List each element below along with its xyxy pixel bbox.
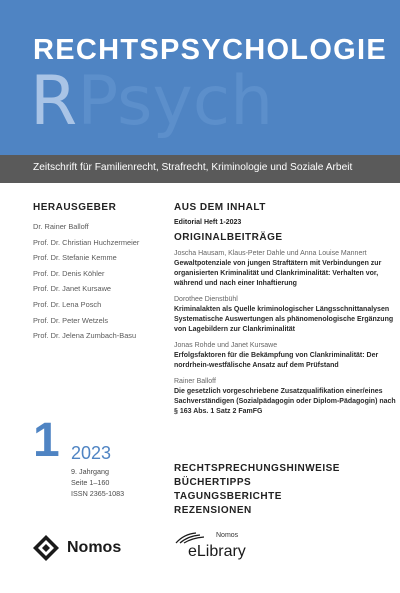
editor-name: Prof. Dr. Denis Köhler — [33, 268, 105, 278]
article-title: Kriminalakten als Quelle kriminologischer Längsschnittanalysen Systematische Auswertungen als phänomenologische Ergänzung von Lagebildern zur Clankriminalität — [174, 306, 394, 333]
journal-subtitle: Zeitschrift für Familienrecht, Strafrecht, Kriminologie und Soziale Arbeit — [33, 162, 353, 173]
article-authors: Jonas Rohde und Janet Kursawe — [174, 342, 278, 349]
article-authors: Rainer Balloff — [174, 378, 216, 385]
article-title: Gewaltpotenziale von jungen Straftätern mit Verbindungen zur organisierten Kriminalität und Clankriminalität: Verhalten vor, während und nach einer Inhaftierung — [174, 260, 382, 287]
section-item: REZENSIONEN — [174, 505, 252, 516]
article-entry — [174, 341, 396, 371]
article-authors: Joscha Hausam, Klaus-Peter Dahle und Anna Louise Mannert — [174, 250, 367, 257]
section-item: TAGUNGSBERICHTE — [174, 491, 282, 502]
pages-line: Seite 1–160 — [71, 478, 110, 487]
editor-name: Prof. Dr. Lena Posch — [33, 299, 102, 309]
elibrary-brand-small: Nomos — [216, 532, 239, 539]
nomos-diamond-icon — [33, 535, 59, 561]
nomos-logo — [33, 534, 121, 562]
article-entry — [174, 249, 396, 289]
editor-name: Dr. Rainer Balloff — [33, 222, 89, 231]
editor-name: Prof. Dr. Stefanie Kemme — [33, 253, 117, 263]
contents-heading: AUS DEM INHALT — [174, 202, 266, 213]
editor-name: Prof. Dr. Jelena Zumbach-Basu — [33, 331, 137, 341]
original-articles-heading: ORIGINALBEITRÄGE — [174, 232, 283, 243]
contents-column — [174, 202, 396, 423]
elibrary-brand: eLibrary — [188, 543, 246, 560]
logo-letter-r: R — [30, 62, 78, 141]
editorial-line: Editorial Heft 1-2023 — [174, 219, 242, 226]
editor-name: Prof. Dr. Christian Huchzermeier — [33, 237, 140, 247]
editor-name: Prof. Dr. Peter Wetzels — [33, 315, 109, 325]
article-entry — [174, 295, 396, 335]
issue-meta — [71, 467, 124, 500]
editors-list — [33, 222, 139, 347]
section-list — [174, 462, 340, 518]
issue-year: 2023 — [71, 443, 112, 463]
section-item: BÜCHERTIPPS — [174, 477, 252, 488]
journal-title: RECHTSPSYCHOLOGIE — [33, 34, 388, 66]
article-title: Die gesetzlich vorgeschriebene Zusatzqualifikation einer/eines Sachverständigen (Sozialpädagogin oder Diplom-Pädagogin) nach § 163 Abs. 1 Satz 2 FamFG — [174, 388, 396, 415]
issn-line: ISSN 2365-1083 — [71, 489, 125, 498]
article-entry — [174, 377, 396, 417]
issue-number: 1 — [33, 414, 60, 467]
editor-name: Prof. Dr. Janet Kursawe — [33, 284, 112, 294]
section-item: RECHTSPRECHUNGSHINWEISE — [174, 463, 340, 474]
editors-heading: HERAUSGEBER — [33, 202, 117, 213]
volume-line: 9. Jahrgang — [71, 467, 109, 476]
article-title: Erfolgsfaktoren für die Bekämpfung von Clankriminalität: Der nordrhein-westfälische Ansatz auf dem Prüfstand — [174, 352, 379, 369]
article-authors: Dorothee Dienstbühl — [174, 296, 238, 303]
rpsych-logo — [30, 62, 273, 142]
publisher-name: Nomos — [67, 539, 122, 556]
logo-letters-psych: Psych — [77, 62, 274, 141]
